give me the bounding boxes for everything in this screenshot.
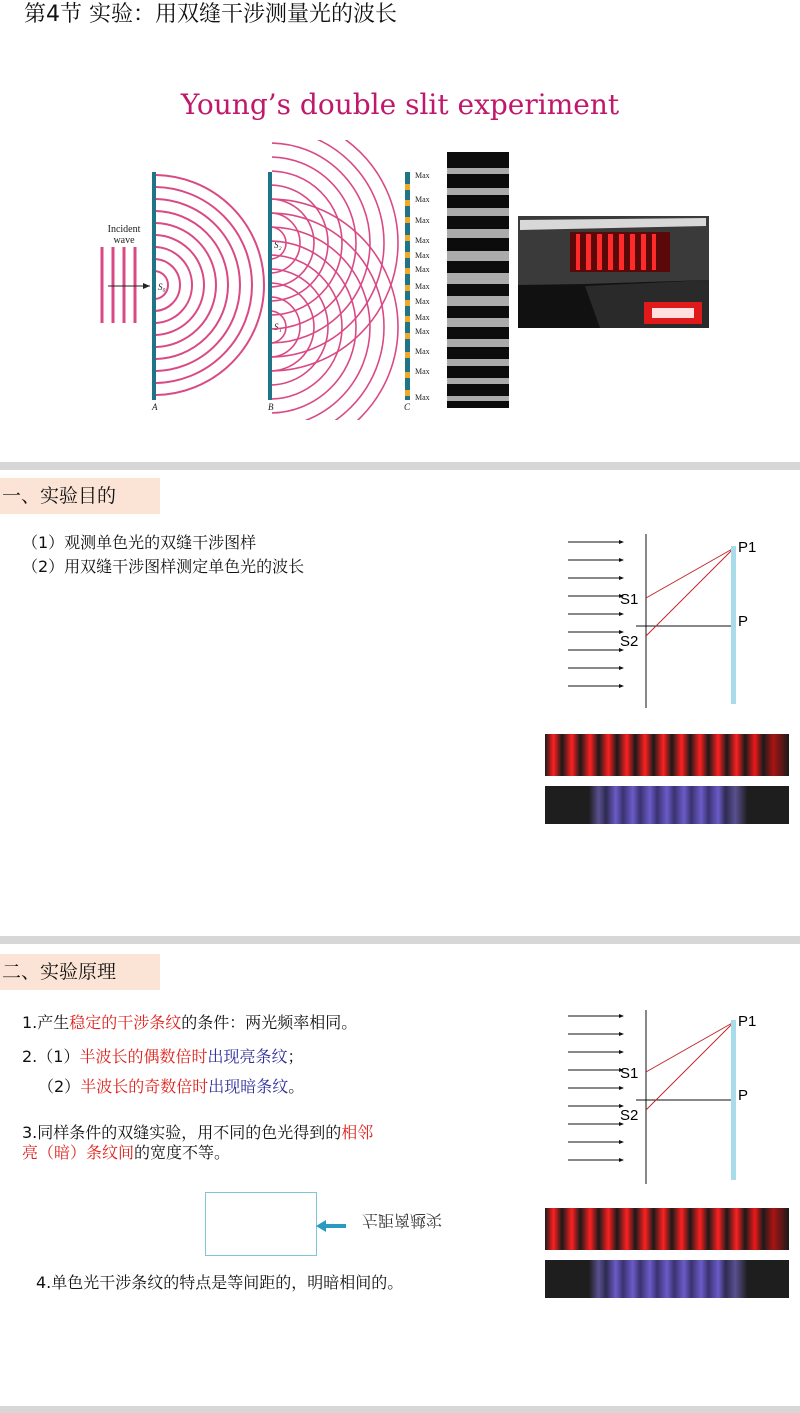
mirrored-caption: 左距离越实 — [362, 1211, 443, 1230]
s2-label: S2 — [620, 1107, 639, 1124]
double-slit-diagram — [560, 532, 790, 714]
svg-text:Max: Max — [415, 236, 430, 245]
slide-divider — [0, 1406, 800, 1413]
barrier-b-label: B — [268, 402, 274, 412]
laser-photo — [518, 216, 709, 328]
svg-text:Max: Max — [415, 367, 430, 376]
s2-label: S2 — [620, 633, 639, 650]
slide-1 — [0, 0, 800, 462]
principle-line-5: 亮（暗）条纹间的宽度不等。 — [22, 1143, 231, 1162]
violet-fringe-pattern — [545, 786, 789, 824]
max-labels — [415, 171, 430, 402]
barrier-c-label: C — [404, 402, 411, 412]
svg-text:Max: Max — [415, 347, 430, 356]
objective-item: （2）用双缝干涉图样测定单色光的波长 — [22, 557, 305, 576]
light-rays — [568, 1016, 622, 1160]
svg-text:Max: Max — [415, 216, 430, 225]
s1-label: S1 — [620, 591, 639, 608]
principle-line-3: （2）半波长的奇数倍时出现暗条纹。 — [38, 1077, 305, 1096]
light-rays — [568, 542, 622, 686]
incident-label: Incident — [107, 224, 141, 235]
svg-text:Max: Max — [415, 297, 430, 306]
svg-text:Max: Max — [415, 171, 430, 180]
principle-line-2: 2.（1）半波长的偶数倍时出现亮条纹； — [22, 1047, 304, 1066]
wave-label: wave — [113, 235, 135, 246]
s0-label: S₀ — [158, 282, 166, 292]
fringe-photo — [447, 152, 509, 408]
s1-label: S1 — [620, 1065, 639, 1082]
section-heading: 一、实验目的 — [0, 478, 160, 514]
svg-text:Max: Max — [415, 251, 430, 260]
principle-line-6: 4.单色光干涉条纹的特点是等间距的，明暗相间的。 — [36, 1273, 404, 1292]
left-arrow-icon — [316, 1219, 348, 1233]
svg-text:Max: Max — [415, 313, 430, 322]
figure-title: Young’s double slit experiment — [180, 88, 620, 121]
svg-text:Max: Max — [415, 195, 430, 204]
p1-label: P1 — [738, 539, 757, 556]
barrier-a-label: A — [152, 402, 158, 412]
slide-divider — [0, 462, 800, 470]
young-double-slit-figure — [0, 140, 800, 420]
red-fringe-pattern — [545, 1208, 789, 1250]
double-slit-diagram — [560, 1010, 790, 1192]
screen — [731, 1020, 736, 1180]
principle-line-4: 3.同样条件的双缝实验，用不同的色光得到的相邻 — [22, 1123, 374, 1142]
svg-text:Max: Max — [415, 282, 430, 291]
principle-line-1: 1.产生稳定的干涉条纹的条件：两光频率相同。 — [22, 1013, 358, 1032]
page-title: 第4节 实验：用双缝干涉测量光的波长 — [24, 2, 397, 27]
p-label: P — [738, 613, 749, 630]
s2-label: S₂ — [274, 240, 282, 250]
p1-label: P1 — [738, 1013, 757, 1030]
slide-divider — [0, 936, 800, 944]
barrier-a — [152, 172, 156, 400]
section-heading: 二、实验原理 — [0, 954, 160, 990]
s1-label: S₁ — [274, 322, 282, 332]
slide-2 — [0, 470, 800, 936]
red-fringe-pattern — [545, 734, 789, 776]
svg-text:Max: Max — [415, 393, 430, 402]
slide-3 — [0, 944, 800, 1406]
violet-fringe-pattern — [545, 1260, 789, 1298]
svg-text:Max: Max — [415, 327, 430, 336]
incident-wavefronts — [102, 247, 135, 323]
screen — [731, 546, 736, 704]
svg-text:Max: Max — [415, 265, 430, 274]
blank-box — [205, 1192, 317, 1256]
p-label: P — [738, 1087, 749, 1104]
objective-item: （1）观测单色光的双缝干涉图样 — [22, 533, 257, 552]
barrier-b — [268, 172, 272, 400]
